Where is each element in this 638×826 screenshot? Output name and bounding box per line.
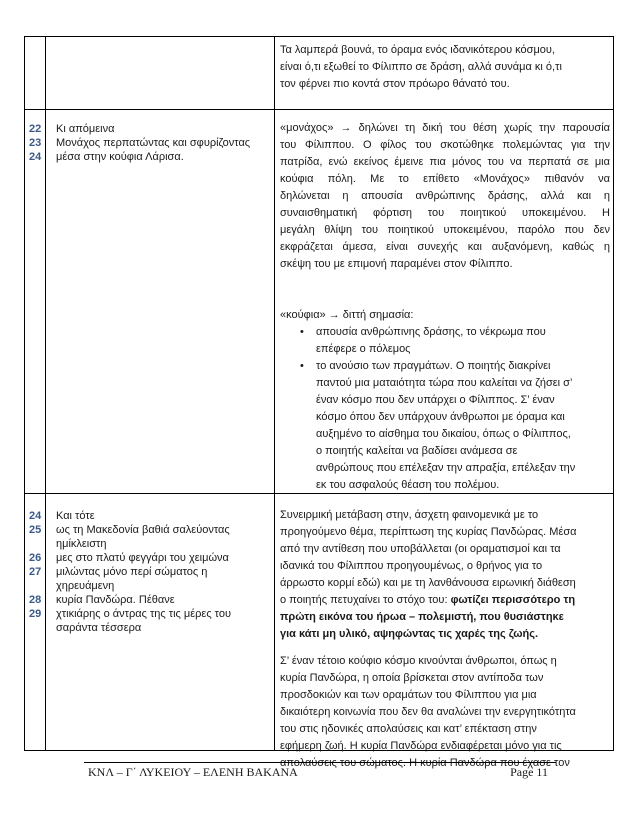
highlight-text: πρώτη εικόνα του ήρωα – πολεμιστή, που θυσιάστηκε xyxy=(280,611,564,623)
row1-commentary: Τα λαμπερά βουνά, το όραμα ενός ιδανικότερου κόσμου, είναι ό,τι εξωθεί το Φίλιππο σε δράση, αλλά συνάμα κι ό,τι τον φέρνει πιο κοντά στον πρόωρο θάνατό του. xyxy=(280,44,562,90)
column-divider xyxy=(45,37,46,750)
row2-line-numbers: 22 23 24 xyxy=(29,123,42,163)
footer-rule xyxy=(84,762,556,763)
highlight-text: για κάτι μη υλικό, αψηφώντας τις χαρές της ζωής. xyxy=(280,628,539,640)
row3-line-numbers: 24 25 26 27 28 29 xyxy=(29,510,42,620)
bullet-item: • το ανούσιο των πραγμάτων. Ο ποιητής διακρίνει παντού μια ματαιότητα τώρα που καλείται να ζήσει σ’ έναν κόσμο που δεν υπάρχει ο Φίλιππος. Σ’ έναν κόσμο όπου δεν υπάρχουν άνθρωποι με όραμα και αυξημένο το αίσθημα του δικαίου, όπως ο Φίλιππος, ο ποιητής καλείται να βαδίσει ανάμεσα σε ανθρώπους που επέλεξαν την απραξία, επέλεξαν την εκ του ασφαλούς θέαση του πολέμου. xyxy=(280,358,610,494)
row-divider xyxy=(25,109,613,110)
row2-poem-lines: Κι απόμεινα Μονάχος περπατώντας και σφυρίζοντας μέσα στην κούφια Λάρισα. xyxy=(56,123,251,163)
commentary-table xyxy=(24,36,614,769)
koufia-intro: «κούφια» → διττή σημασία: xyxy=(280,309,414,321)
page-number: Page 11 xyxy=(510,765,548,779)
footer-author: ΚΝΛ – Γ΄ ΛΥΚΕΙΟΥ – ΕΛΕΝΗ ΒΑΚΑΝΑ xyxy=(88,765,298,779)
koufia-bullets xyxy=(280,324,610,494)
row3-commentary: Συνειρμική μετάβαση στην, άσχετη φαινομενικά με το προηγούμενο θέμα, περίπτωση της κυρίας Πανδώρας. Μέσα από την αντίθεση που υποβάλλεται (οι οραματισμοί και τα ιδανικά του Φίλιππου προηγουμένως, ο θρήνος για το άρρωστο κορμί εδώ) και με τη λανθάνουσα ειρωνική διάθεση ο ποιητής πετυχαίνει το στόχο του: φωτίζει περισσότερο τη πρώτη εικόνα του ήρωα – πολεμιστή, που θυσιάστηκε για κάτι μη υλικό, αψηφώντας τις χαρές της ζωής. Σ’ έναν τέτοιο κούφιο κόσμο κινούνται άνθρωποι, όπως η κυρία Πανδώρα, η οποία βρίσκεται στον αντίποδα των προσδοκιών και των οραμάτων του Φίλιππου για μια δικαιότερη κοινωνία που δεν θα αναλώνει την ενεργητικότητα του στις ηδονικές απολαύσεις και κατ’ επέκταση στην εφήμερη ζωή. Η κυρία Πανδώρα ενδιαφέρεται μόνο για τις απολαύσεις του σώματος. Η κυρία Πανδώρα που έχασε τον xyxy=(280,507,610,772)
row3-poem-lines: Και τότε ως τη Μακεδονία βαθιά σαλεύοντας ημίκλειστη μες στο πλατύ φεγγάρι του χειμώνα μιλώντας μόνο περί σώματος η χηρευάμενη κυρία Πανδώρα. Πέθανε χτικιάρης ο άντρας της τις μέρες του σαράντα τέσσερα xyxy=(56,510,232,634)
column-divider xyxy=(274,37,275,750)
row2-commentary: «μονάχος» → δηλώνει τη δική του θέση χωρίς την παρουσία του Φίλιππου. Ο φίλος του σκοτώθηκε πολεμώντας για την πατρίδα, ενώ εκείνος έμεινε πια μόνος του να περπατά σε μια κούφια πόλη. Με το επίθετο «Μονάχος» πιθανόν να δηλώνεται η απουσία ανθρώπινης δράσης, αλλά και η συναισθηματική φόρτιση του ποιητικού υποκειμένου. Η μεγάλη θλίψη του ποιητικού υποκειμένου, παρόλο που δεν εκφράζεται άμεσα, είναι συνεχής και αυξανόμενη, καθώς η σκέψη του με επιμονή παραμένει στον Φίλιππο. «κούφια» → διττή σημασία: • απουσία ανθρώπινης δράσης, το νέκρωμα που επέφερε ο πόλεμος • το ανούσιο των πραγμάτων. Ο ποιητής διακρίνει παντού μια ματαιότητα τώρα που καλείται να ζήσει σ’ έναν κόσμο που δεν υπάρχει ο Φίλιππος. Σ’ έναν κόσμο όπου δεν υπάρχουν άνθρωποι με όραμα και αυξημένο το αίσθημα του δικαίου, όπως ο Φίλιππος, ο ποιητής καλείται να βαδίσει ανάμεσα σε ανθρώπους που επέλεξαν την απραξία, επέλεξαν την εκ του ασφαλούς θέαση του πολέμου. xyxy=(280,120,610,494)
bullet-item: • απουσία ανθρώπινης δράσης, το νέκρωμα που επέφερε ο πόλεμος xyxy=(280,324,610,358)
highlight-text: φωτίζει περισσότερο τη xyxy=(450,594,576,606)
